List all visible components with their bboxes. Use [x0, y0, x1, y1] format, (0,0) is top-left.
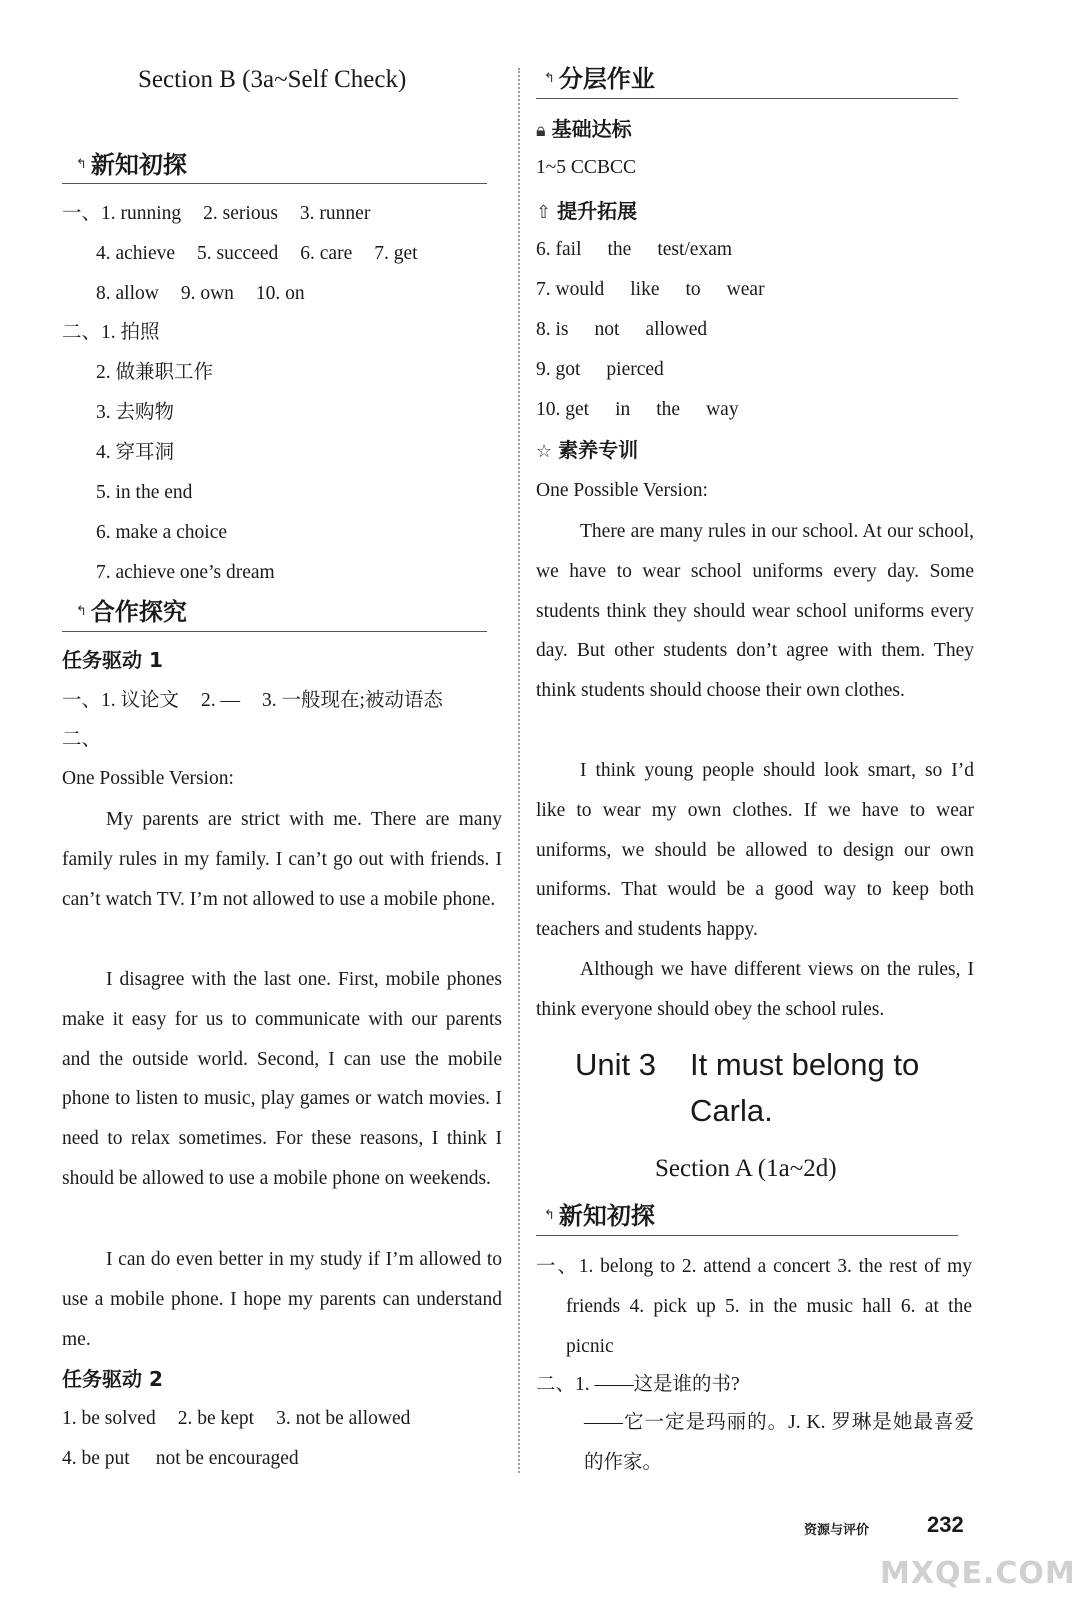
watermark: MXQE.COM	[880, 1556, 1076, 1591]
essay-paragraph: I can do even better in my study if I’m allowed to use a mobile phone. I hope my parents can understand me.	[62, 1249, 502, 1350]
answer-line: 4. 穿耳洞	[96, 442, 175, 463]
bookmark-icon: ↰	[76, 157, 87, 172]
task-title: 任务驱动 2	[62, 1367, 163, 1391]
answer-line: 10. get in the way	[536, 399, 739, 420]
answer-line: 二、	[62, 729, 102, 750]
essay-paragraph: There are many rules in our school. At our school, we have to wear school uniforms every day. Some students think they should wear school uniforms every day. But other students don’t agree with them. They think students should choose their own clothes.	[536, 521, 974, 702]
header-hezuo: ↰ 合作探究	[76, 598, 187, 626]
answer-line: 1~5 CCBCC	[536, 157, 636, 178]
header-xinzhi: ↰ 新知初探	[544, 1202, 655, 1230]
unit-title: It must belong to	[690, 1047, 920, 1082]
answer-line: 7. achieve one’s dream	[96, 562, 275, 583]
version-label: One Possible Version:	[536, 480, 708, 501]
answer-line: 9. got pierced	[536, 359, 664, 380]
header-rule	[62, 183, 487, 184]
page-number: 232	[927, 1512, 964, 1537]
header-fenceng: ↰ 分层作业	[544, 65, 655, 93]
answer-line: 3. 去购物	[96, 402, 175, 423]
essay-paragraph: My parents are strict with me. There are many family rules in my family. I can’t go out with friends. I can’t watch TV. I’m not allowed to use a mobile phone.	[62, 809, 502, 910]
answer-line: 5. in the end	[96, 482, 193, 503]
header-rule	[536, 1235, 958, 1236]
answer-line: 4. be put not be encouraged	[62, 1448, 299, 1469]
answer-line: 二、1. 拍照	[62, 322, 160, 343]
header-xinzhi: ↰ 新知初探	[76, 151, 187, 179]
answer-line: 6. make a choice	[96, 522, 228, 543]
footer-label: 资源与评价	[804, 1523, 870, 1538]
unit-number: Unit 3	[575, 1047, 656, 1082]
lock-icon: 🔒︎	[536, 120, 546, 141]
version-label: One Possible Version:	[62, 768, 234, 789]
answer-line: 1. be solved 2. be kept 3. not be allowed	[62, 1408, 411, 1429]
column-divider	[518, 68, 520, 1473]
essay-paragraph: I disagree with the last one. First, mobile phones make it easy for us to communicate with our parents and the outside world. Second, I can use the mobile phone to listen to music, play games or watch movies. I need to relax sometimes. For these reasons, I think I should be allowed to use a mobile phone on weekends.	[62, 969, 502, 1189]
answer-line: 7. would like to wear	[536, 279, 765, 300]
task-title: 任务驱动 1	[62, 648, 163, 672]
bookmark-icon: ↰	[544, 71, 555, 86]
sub-title-suyang: ☆ 素养专训	[536, 438, 639, 462]
answer-paragraph: 一、1. belong to 2. attend a concert 3. the rest of my friends 4. pick up 5. in the music hall 6. at the picnic	[536, 1256, 972, 1357]
essay-paragraph: Although we have different views on the rules, I think everyone should obey the school rules.	[536, 959, 974, 1020]
arrow-up-icon: ⇧	[536, 202, 552, 223]
sub-title-tisheng: ⇧ 提升拓展	[536, 199, 638, 223]
answer-paragraph: ——它一定是玛丽的。J. K. 罗琳是她最喜爱的作家。	[584, 1412, 974, 1473]
answer-line: 一、1. 议论文 2. — 3. 一般现在;被动语态	[62, 690, 443, 711]
sub-title-jichu: 🔒︎ 基础达标	[536, 117, 632, 141]
answer-line: 8. allow 9. own 10. on	[96, 283, 305, 304]
answer-line: 2. 做兼职工作	[96, 362, 214, 383]
answer-line: 4. achieve 5. succeed 6. care 7. get	[96, 243, 418, 264]
section-title: Section A (1a~2d)	[655, 1155, 837, 1182]
essay-paragraph: I think young people should look smart, so I’d like to wear my own clothes. If we have to wear uniforms, we should be allowed to design our own uniforms. That would be a good way to keep both teachers and students happy.	[536, 760, 974, 941]
answer-line: 8. is not allowed	[536, 319, 708, 340]
answer-line: 二、1. ——这是谁的书?	[536, 1374, 740, 1395]
section-title: Section B (3a~Self Check)	[138, 66, 407, 93]
bookmark-icon: ↰	[76, 604, 87, 619]
bookmark-icon: ↰	[544, 1208, 555, 1223]
header-rule	[62, 631, 487, 632]
answer-line: 一、1. running 2. serious 3. runner	[62, 203, 371, 224]
answer-line: 6. fail the test/exam	[536, 239, 733, 260]
star-icon: ☆	[536, 441, 553, 462]
unit-title: Carla.	[690, 1093, 773, 1128]
header-rule	[536, 98, 958, 99]
